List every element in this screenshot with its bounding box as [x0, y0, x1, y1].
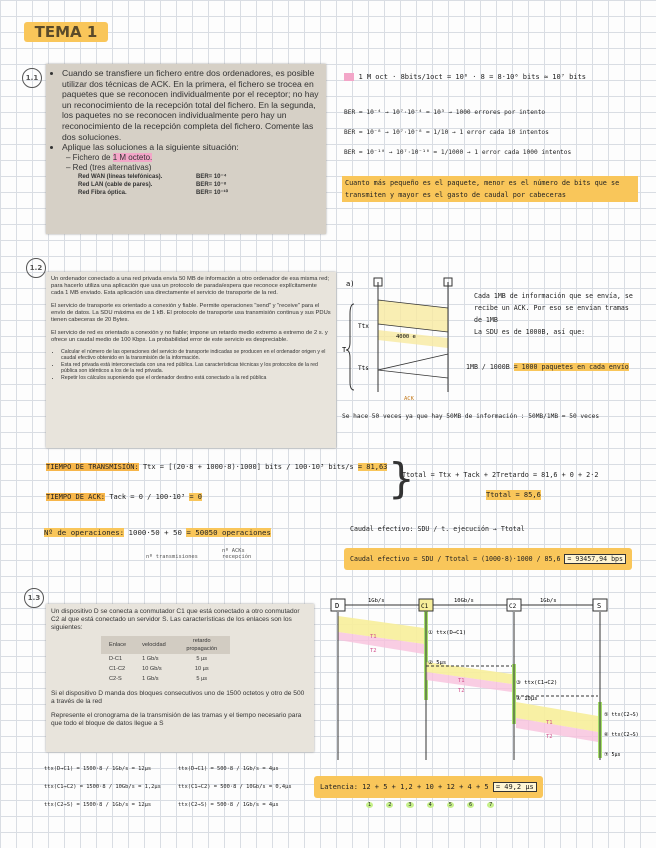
ttx-line: TIEMPO DE TRANSMISIÓN: Ttx = [(20·8 + 1000·8)·1000] bits / 100·10³ bits/s = 81,63 [46, 463, 388, 471]
speed-label: 1Gb/s [368, 598, 385, 604]
ops-sub2: nº ACKs recepción [222, 548, 252, 560]
latency-box: Latencia: 12 + 5 + 1,2 + 10 + 12 + 4 + 5 = 49,2 µs [314, 776, 543, 798]
exercise-statement-photo [46, 272, 336, 448]
node-label: D [335, 602, 340, 610]
caudal-def: Caudal efectivo: SDU / t. ejecución → Ttotal [350, 525, 525, 533]
tack-line: TIEMPO DE ACK: Tack = 0 / 100·10³ = 0 [46, 493, 202, 501]
table-header: Enlace [109, 642, 127, 648]
ttx-formula: ttx(C1→C2) = 1500·8 / 10Gb/s = 1,2µs [44, 784, 161, 790]
exercise-number: 1.1 [22, 68, 42, 88]
statement-bullet: • Esta red privada está interconectada con una red pública. Las características técnicas y los protocolos de la red pública son idénticos a los de la red privada. [61, 362, 331, 375]
table-cell: 10 µs [194, 666, 209, 672]
ttx-formula: ttx(D→C1) = 500·8 / 1Gb/s = 4µs [178, 766, 279, 772]
ops-sub1: nº transmisiones [146, 554, 198, 560]
exercise-number: 1.3 [24, 588, 44, 608]
node-label: C2 [509, 603, 517, 610]
table-header: retardo propagación [186, 638, 218, 652]
page-title: TEMA 1 [24, 22, 108, 42]
ttotal-line: Ttotal = Ttx + Tack + 2Tretardo = 81,6 + 0 + 2·2 [402, 471, 599, 479]
statement-text: Represente el cronograma de la transmisión de las tramas y el tiempo necesario para que todo el bloque de datos llegue a S [51, 712, 302, 727]
speed-label: 10Gb/s [454, 598, 474, 604]
frame-label: T2 [370, 648, 377, 654]
statement-text: El servicio de red es orientado a conexión y no fiable; impone un retardo medio extremo a extremo de 2 s. y ofrece un caudal medio de 100 Kbps. La probabilidad error de este servicio es despreciable. [51, 330, 328, 343]
diagram-label-a: a) [346, 280, 355, 288]
table-cell: 1 Gb/s [142, 656, 159, 662]
diagram-side-label: T [342, 346, 347, 354]
table-cell: D-C1 [109, 656, 123, 662]
statement-text: • Cuando se transfiere un fichero entre dos ordenadores, es posible utilizar dos técnicas de ACK. En la primera, el fichero se trocea en paquetes que se reconocen individualmente por el receptor; no hay un reconocimiento de la recepción total del fichero. En la segunda, los paquetes no se reconocen individualmente pero hay un reconocimiento de la recepción completa del fichero. Comente las dos soluciones. [62, 68, 320, 142]
diagram-ts-label: Tts [358, 365, 369, 372]
note-text: Cada 1MB de información que se envía, se recibe un ACK. Por eso se envían tramas de 1MB La SDU es de 1000B, así que: [474, 292, 633, 336]
latency-steps: 1 2 3 4 5 6 7 [368, 802, 493, 808]
step-label: ⑦ 5µs [604, 752, 621, 758]
step-label: ⑤ ttx(C2→S) [604, 712, 639, 718]
diagram-distance: 4000 e [396, 334, 416, 340]
frame-label: T2 [546, 734, 553, 740]
table-cell: C2-S [109, 676, 122, 682]
exercise-statement-photo [46, 604, 314, 752]
step-label: ⑥ ttx(C2→S) [604, 732, 639, 738]
ber-line: BER = 10⁻⁴ → 10⁷·10⁻⁴ = 10³ → 1000 errores por intento [344, 109, 546, 116]
link-table [101, 636, 230, 684]
ttx-formula: ttx(C2→S) = 1500·8 / 1Gb/s = 12µs [44, 802, 152, 808]
note-fraction: 1MB / 1000B = 1000 paquetes en cada envío [466, 363, 629, 371]
net-row: Red Fibra óptica. BER= 10⁻¹⁰ [78, 189, 229, 196]
statement-text: Un dispositivo D se conecta a conmutador C1 que está conectado a otro conmutador C2 al que está conectado un servidor S. Las características de los enlaces son los siguientes: [51, 608, 300, 631]
node-label: C1 [421, 603, 429, 610]
step-label: ④ 10µs [516, 696, 538, 702]
table-cell: 1 Gb/s [142, 676, 159, 682]
stop-wait-diagram [340, 274, 476, 404]
ber-line: BER = 10⁻⁸ → 10⁷·10⁻⁸ = 1/10 → 1 error cada 10 intentos [344, 129, 549, 136]
caudal-box: Caudal efectivo = SDU / Ttotal = (1000·8)·1000 / 85,6 = 93457,94 bps [344, 548, 632, 570]
step-label: ① ttx(D→C1) [428, 630, 467, 636]
timing-diagram [326, 592, 639, 762]
table-cell: 5 µs [196, 656, 208, 662]
statement-text: Si el dispositivo D manda dos bloques consecutivos uno de 1500 octetos y otro de 500 a través de la red [51, 690, 305, 705]
calc-line: 1 M oct · 8bits/1oct = 10⁶ · 8 = 8·10⁶ bits ≈ 10⁷ bits [344, 72, 586, 82]
exercise-number: 1.2 [26, 258, 46, 278]
ops-line: Nº de operaciones: 1000·50 + 50 = 50050 operaciones [44, 528, 271, 537]
speed-label: 1Gb/s [540, 598, 557, 604]
diagram-ttx-label: Ttx [358, 323, 369, 330]
step-label: ③ ttx(C1→C2) [516, 680, 558, 686]
ttx-formula: ttx(C1→C2) = 500·8 / 10Gb/s = 0,4µs [178, 784, 292, 790]
statement-text: Un ordenador conectado a una red privada envía 50 MB de información a otro ordenador de esa misma red; para hacerlo utiliza una aplicación que usa un protocolo de parada/espera que reconoce explícitamente cada 1 MB enviado. Esta aplicación usa directamente el servicio de transporte de la red. [51, 276, 330, 296]
diagram-ack: ACK [404, 396, 414, 402]
conclusion-note: Cuanto más pequeño es el paquete, menor es el número de bits que se transmiten y mayor es el gasto de caudal por cabeceras [342, 176, 638, 202]
net-row: Red WAN (líneas telefónicas). BER= 10⁻⁴ [78, 173, 227, 180]
ber-line: BER = 10⁻¹⁰ → 10⁷·10⁻¹⁰ = 1/1000 → 1 error cada 1000 intentos [344, 149, 572, 156]
ttx-formula: ttx(C2→S) = 500·8 / 1Gb/s = 4µs [178, 802, 279, 808]
table-cell: 10 Gb/s [142, 666, 162, 672]
statement-bullet: • Calcular el número de las operaciones del servicio de transporte indicadas se producen en el ordenador origen y el caudal efectivo obtenido en la transmisión de la información. [61, 349, 331, 362]
statement-text: • Aplique las soluciones a la siguiente situación: [62, 142, 320, 153]
red-line: – Red (tres alternativas) [66, 162, 152, 172]
brace: } [388, 454, 415, 503]
node-label: S [597, 602, 602, 610]
frame-label: T1 [546, 720, 553, 726]
step-label: ② 5µs [428, 660, 447, 666]
statement-bullet: • Repetir los cálculos suponiendo que el ordenador destino está conectado a la red pública [61, 375, 331, 381]
table-cell: C1-C2 [109, 666, 126, 672]
frame-label: T2 [458, 688, 465, 694]
table-header: velocidad [142, 642, 166, 648]
ttotal-result: Ttotal = 85,6 [486, 491, 541, 499]
note-repeat: Se hace 50 veces ya que hay 50MB de información : 50MB/1MB = 50 veces [342, 413, 600, 420]
exercise-statement-photo [46, 64, 326, 234]
net-row: Red LAN (cable de pares). BER= 10⁻⁸ [78, 181, 227, 188]
table-cell: 5 µs [196, 676, 208, 682]
ttx-formula: ttx(D→C1) = 1500·8 / 1Gb/s = 12µs [44, 766, 152, 772]
frame-label: T1 [458, 678, 465, 684]
file-line: – Fichero de 1 M octeto. [66, 152, 153, 162]
frame-label: T1 [370, 634, 377, 640]
statement-text: El servicio de transporte es orientado a conexión y fiable. Permite operaciones "send" y "receive" para el envío de datos. La SDU máxima es de 1 kB. El protocolo de transporte usa transmisión continua y sus PDUs tienen cabeceras de 20 Bytes. [51, 303, 331, 323]
